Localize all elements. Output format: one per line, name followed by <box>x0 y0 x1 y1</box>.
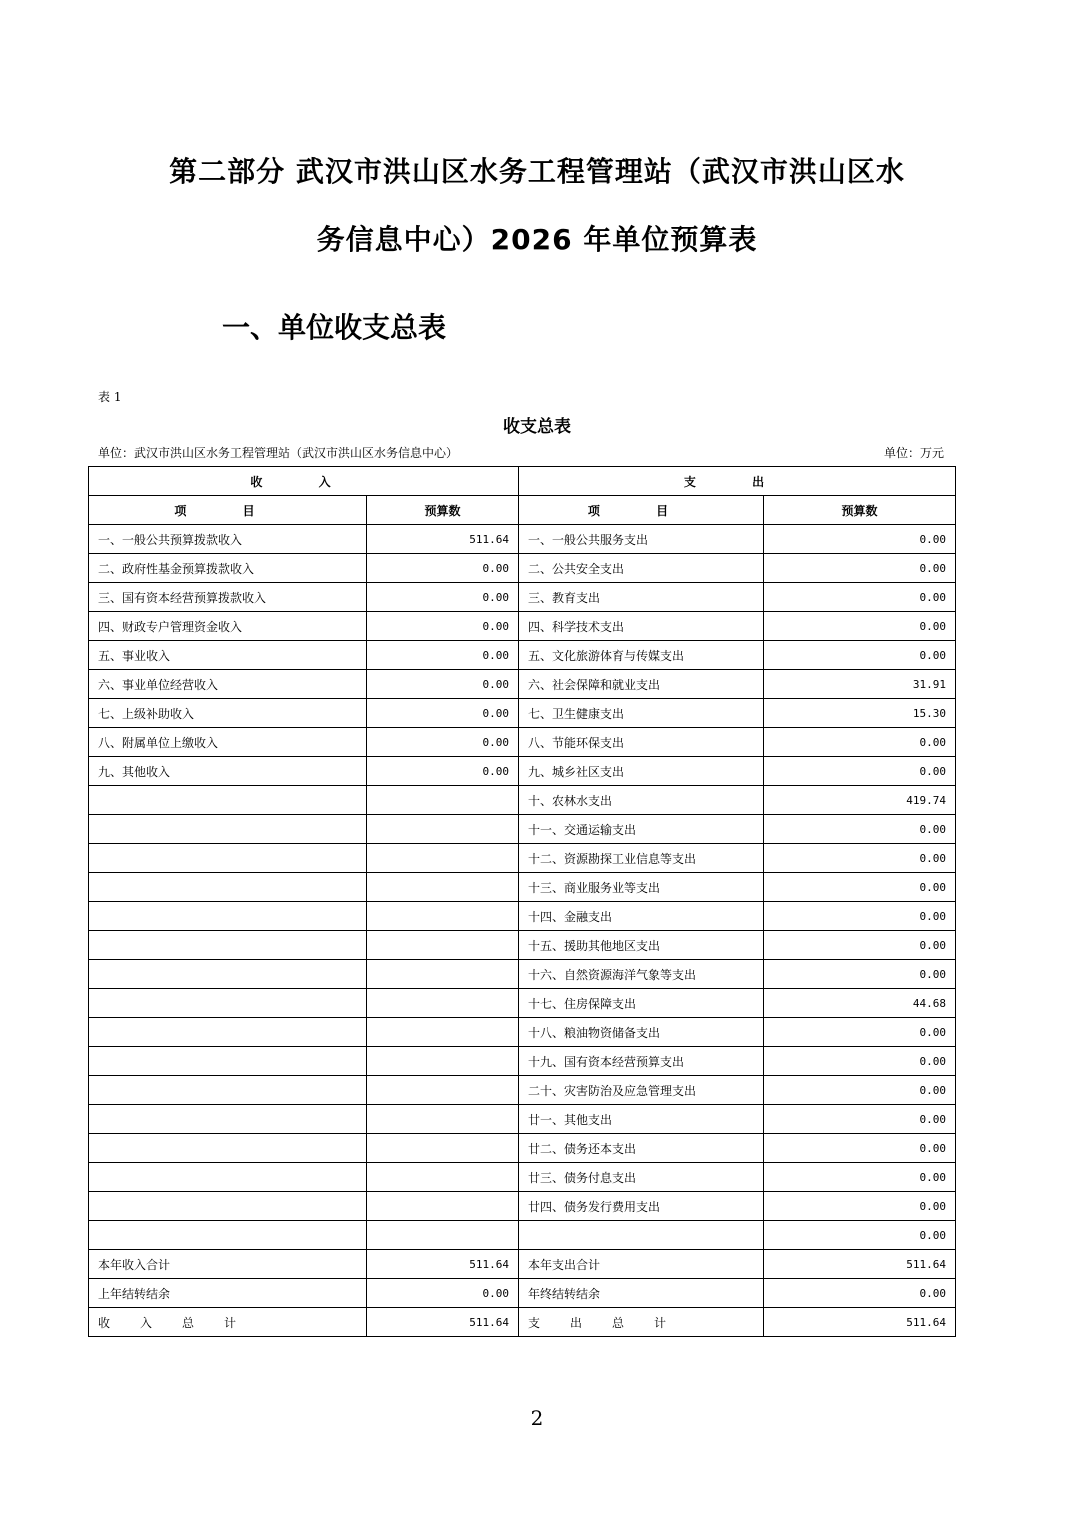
expense-item-cell: 十一、交通运输支出 <box>519 815 764 844</box>
expense-item-cell: 七、卫生健康支出 <box>519 699 764 728</box>
expense-value-cell: 0.00 <box>764 1105 956 1134</box>
income-item-cell <box>89 873 367 902</box>
expense-item-cell: 十二、资源勘探工业信息等支出 <box>519 844 764 873</box>
table-row <box>89 641 956 670</box>
income-value-cell: 0.00 <box>367 641 519 670</box>
table-row <box>89 1221 956 1250</box>
table-title: 收支总表 <box>503 417 571 437</box>
expense-value-cell: 0.00 <box>764 583 956 612</box>
expense-value-cell: 0.00 <box>764 815 956 844</box>
grand-total-row <box>89 1308 956 1337</box>
expense-item-cell: 年终结转结余 <box>519 1279 764 1308</box>
expense-value-cell: 0.00 <box>764 960 956 989</box>
income-item-cell <box>89 844 367 873</box>
income-section-header <box>89 467 519 496</box>
expense-item-cell: 三、教育支出 <box>519 583 764 612</box>
income-item-cell <box>89 1221 367 1250</box>
income-value-cell <box>367 1076 519 1105</box>
income-item-cell <box>89 1018 367 1047</box>
expense-value-cell: 0.00 <box>764 1076 956 1105</box>
table-row <box>89 757 956 786</box>
income-value-cell <box>367 786 519 815</box>
income-value-cell <box>367 1134 519 1163</box>
expense-item-cell: 九、城乡社区支出 <box>519 757 764 786</box>
income-section-label: 收 入 <box>250 474 357 489</box>
expense-item-cell: 廿一、其他支出 <box>519 1105 764 1134</box>
expense-section-header <box>519 467 956 496</box>
table-row <box>89 786 956 815</box>
expense-value-cell: 0.00 <box>764 554 956 583</box>
budget-summary-table <box>88 466 956 1337</box>
income-item-column-header <box>89 496 367 525</box>
income-item-cell: 本年收入合计 <box>89 1250 367 1279</box>
expense-item-cell: 十七、住房保障支出 <box>519 989 764 1018</box>
income-value-cell: 0.00 <box>367 554 519 583</box>
expense-item-cell: 八、节能环保支出 <box>519 728 764 757</box>
currency-unit-label: 单位：万元 <box>883 446 944 460</box>
income-value-cell <box>367 1163 519 1192</box>
income-item-cell: 九、其他收入 <box>89 757 367 786</box>
table-grand-total <box>89 1308 956 1337</box>
expense-item-cell: 十三、商业服务业等支出 <box>519 873 764 902</box>
expense-item-cell: 六、社会保障和就业支出 <box>519 670 764 699</box>
expense-value-cell: 0.00 <box>764 757 956 786</box>
expense-item-cell: 二十、灾害防治及应急管理支出 <box>519 1076 764 1105</box>
expense-section-label: 支 出 <box>683 474 791 489</box>
income-item-cell <box>89 989 367 1018</box>
income-value-cell: 0.00 <box>367 757 519 786</box>
income-grand-total-label <box>89 1308 367 1337</box>
income-value-cell: 0.00 <box>367 728 519 757</box>
expense-value-cell: 0.00 <box>764 612 956 641</box>
income-item-cell: 四、财政专户管理资金收入 <box>89 612 367 641</box>
income-value-cell: 511.64 <box>367 525 519 554</box>
table-row <box>89 583 956 612</box>
income-value-cell <box>367 1018 519 1047</box>
income-value-cell <box>367 815 519 844</box>
income-item-cell <box>89 931 367 960</box>
income-item-cell: 上年结转结余 <box>89 1279 367 1308</box>
expense-item-cell: 四、科学技术支出 <box>519 612 764 641</box>
expense-item-cell: 一、一般公共服务支出 <box>519 525 764 554</box>
table-row <box>89 699 956 728</box>
income-value-cell <box>367 1221 519 1250</box>
expense-value-cell: 0.00 <box>764 1279 956 1308</box>
income-value-cell <box>367 873 519 902</box>
section-title: 一、单位收支总表 <box>222 311 447 344</box>
expense-grand-total-value: 511.64 <box>764 1308 956 1337</box>
total-row <box>89 1250 956 1279</box>
income-value-cell <box>367 1047 519 1076</box>
income-value-cell: 0.00 <box>367 699 519 728</box>
table-row <box>89 612 956 641</box>
table-row <box>89 815 956 844</box>
expense-value-cell: 0.00 <box>764 1134 956 1163</box>
table-row <box>89 728 956 757</box>
expense-item-cell: 廿四、债务发行费用支出 <box>519 1192 764 1221</box>
table-row <box>89 1047 956 1076</box>
income-grand-total-value: 511.64 <box>367 1308 519 1337</box>
table-row <box>89 873 956 902</box>
income-item-cell: 六、事业单位经营收入 <box>89 670 367 699</box>
expense-value-cell: 0.00 <box>764 728 956 757</box>
expense-value-cell: 0.00 <box>764 1221 956 1250</box>
expense-item-cell: 五、文化旅游体育与传媒支出 <box>519 641 764 670</box>
expense-budget-column-header: 预算数 <box>764 496 956 525</box>
expense-grand-total-label <box>519 1308 764 1337</box>
income-item-cell <box>89 902 367 931</box>
expense-value-cell: 0.00 <box>764 525 956 554</box>
document-heading-line-2: 务信息中心）2026 年单位预算表 <box>316 223 758 256</box>
expense-item-cell: 廿三、债务付息支出 <box>519 1163 764 1192</box>
income-item-cell: 八、附属单位上缴收入 <box>89 728 367 757</box>
income-item-column-label: 项 目 <box>174 503 281 518</box>
income-value-cell <box>367 844 519 873</box>
income-item-cell <box>89 1076 367 1105</box>
table-body <box>89 525 956 1250</box>
income-value-cell: 0.00 <box>367 583 519 612</box>
expense-item-cell: 十八、粮油物资储备支出 <box>519 1018 764 1047</box>
expense-item-cell: 廿二、债务还本支出 <box>519 1134 764 1163</box>
income-item-cell: 一、一般公共预算拨款收入 <box>89 525 367 554</box>
income-budget-column-header: 预算数 <box>367 496 519 525</box>
table-header-row-columns <box>89 496 956 525</box>
table-row <box>89 931 956 960</box>
expense-item-column-label: 项 目 <box>587 503 695 518</box>
expense-item-cell: 十、农林水支出 <box>519 786 764 815</box>
expense-value-cell: 15.30 <box>764 699 956 728</box>
expense-item-cell: 十六、自然资源海洋气象等支出 <box>519 960 764 989</box>
table-row <box>89 554 956 583</box>
expense-grand-total-text: 支出总计 <box>528 1315 697 1330</box>
total-row <box>89 1279 956 1308</box>
table-number: 表 1 <box>98 390 122 404</box>
income-item-cell <box>89 1105 367 1134</box>
income-item-cell <box>89 1163 367 1192</box>
income-value-cell: 0.00 <box>367 612 519 641</box>
income-value-cell: 0.00 <box>367 670 519 699</box>
income-item-cell <box>89 1047 367 1076</box>
income-item-cell: 五、事业收入 <box>89 641 367 670</box>
expense-item-cell: 十九、国有资本经营预算支出 <box>519 1047 764 1076</box>
income-value-cell <box>367 1105 519 1134</box>
income-value-cell: 0.00 <box>367 1279 519 1308</box>
unit-name-label: 单位：武汉市洪山区水务工程管理站（武汉市洪山区水务信息中心） <box>98 446 459 460</box>
expense-value-cell: 0.00 <box>764 1163 956 1192</box>
income-value-cell <box>367 960 519 989</box>
income-value-cell <box>367 931 519 960</box>
table-row <box>89 844 956 873</box>
table-row <box>89 960 956 989</box>
expense-value-cell: 0.00 <box>764 1047 956 1076</box>
expense-value-cell: 31.91 <box>764 670 956 699</box>
table-row <box>89 1192 956 1221</box>
income-value-cell <box>367 1192 519 1221</box>
expense-item-cell: 十五、援助其他地区支出 <box>519 931 764 960</box>
table-row <box>89 989 956 1018</box>
income-item-cell: 七、上级补助收入 <box>89 699 367 728</box>
expense-value-cell: 511.64 <box>764 1250 956 1279</box>
expense-value-cell: 0.00 <box>764 641 956 670</box>
table-row <box>89 902 956 931</box>
income-item-cell <box>89 1134 367 1163</box>
income-item-cell <box>89 960 367 989</box>
income-value-cell <box>367 902 519 931</box>
expense-value-cell: 419.74 <box>764 786 956 815</box>
income-value-cell <box>367 989 519 1018</box>
expense-value-cell: 0.00 <box>764 844 956 873</box>
table-row <box>89 1105 956 1134</box>
table-row <box>89 670 956 699</box>
expense-item-cell: 十四、金融支出 <box>519 902 764 931</box>
expense-value-cell: 0.00 <box>764 931 956 960</box>
table-row <box>89 525 956 554</box>
table-row <box>89 1018 956 1047</box>
income-item-cell <box>89 815 367 844</box>
table-row <box>89 1163 956 1192</box>
expense-item-column-header <box>519 496 764 525</box>
expense-value-cell: 0.00 <box>764 1018 956 1047</box>
income-item-cell: 二、政府性基金预算拨款收入 <box>89 554 367 583</box>
income-grand-total-text: 收入总计 <box>98 1315 267 1330</box>
income-item-cell <box>89 786 367 815</box>
expense-value-cell: 0.00 <box>764 902 956 931</box>
expense-value-cell: 0.00 <box>764 1192 956 1221</box>
expense-value-cell: 0.00 <box>764 873 956 902</box>
income-item-cell <box>89 1192 367 1221</box>
income-value-cell: 511.64 <box>367 1250 519 1279</box>
expense-item-cell: 二、公共安全支出 <box>519 554 764 583</box>
expense-item-cell <box>519 1221 764 1250</box>
table-row <box>89 1134 956 1163</box>
table-row <box>89 1076 956 1105</box>
document-heading-line-1: 第二部分 武汉市洪山区水务工程管理站（武汉市洪山区水 <box>169 155 905 188</box>
page-number: 2 <box>530 1406 544 1430</box>
expense-item-cell: 本年支出合计 <box>519 1250 764 1279</box>
table-header-row-sections <box>89 467 956 496</box>
expense-value-cell: 44.68 <box>764 989 956 1018</box>
table-totals <box>89 1250 956 1308</box>
income-item-cell: 三、国有资本经营预算拨款收入 <box>89 583 367 612</box>
